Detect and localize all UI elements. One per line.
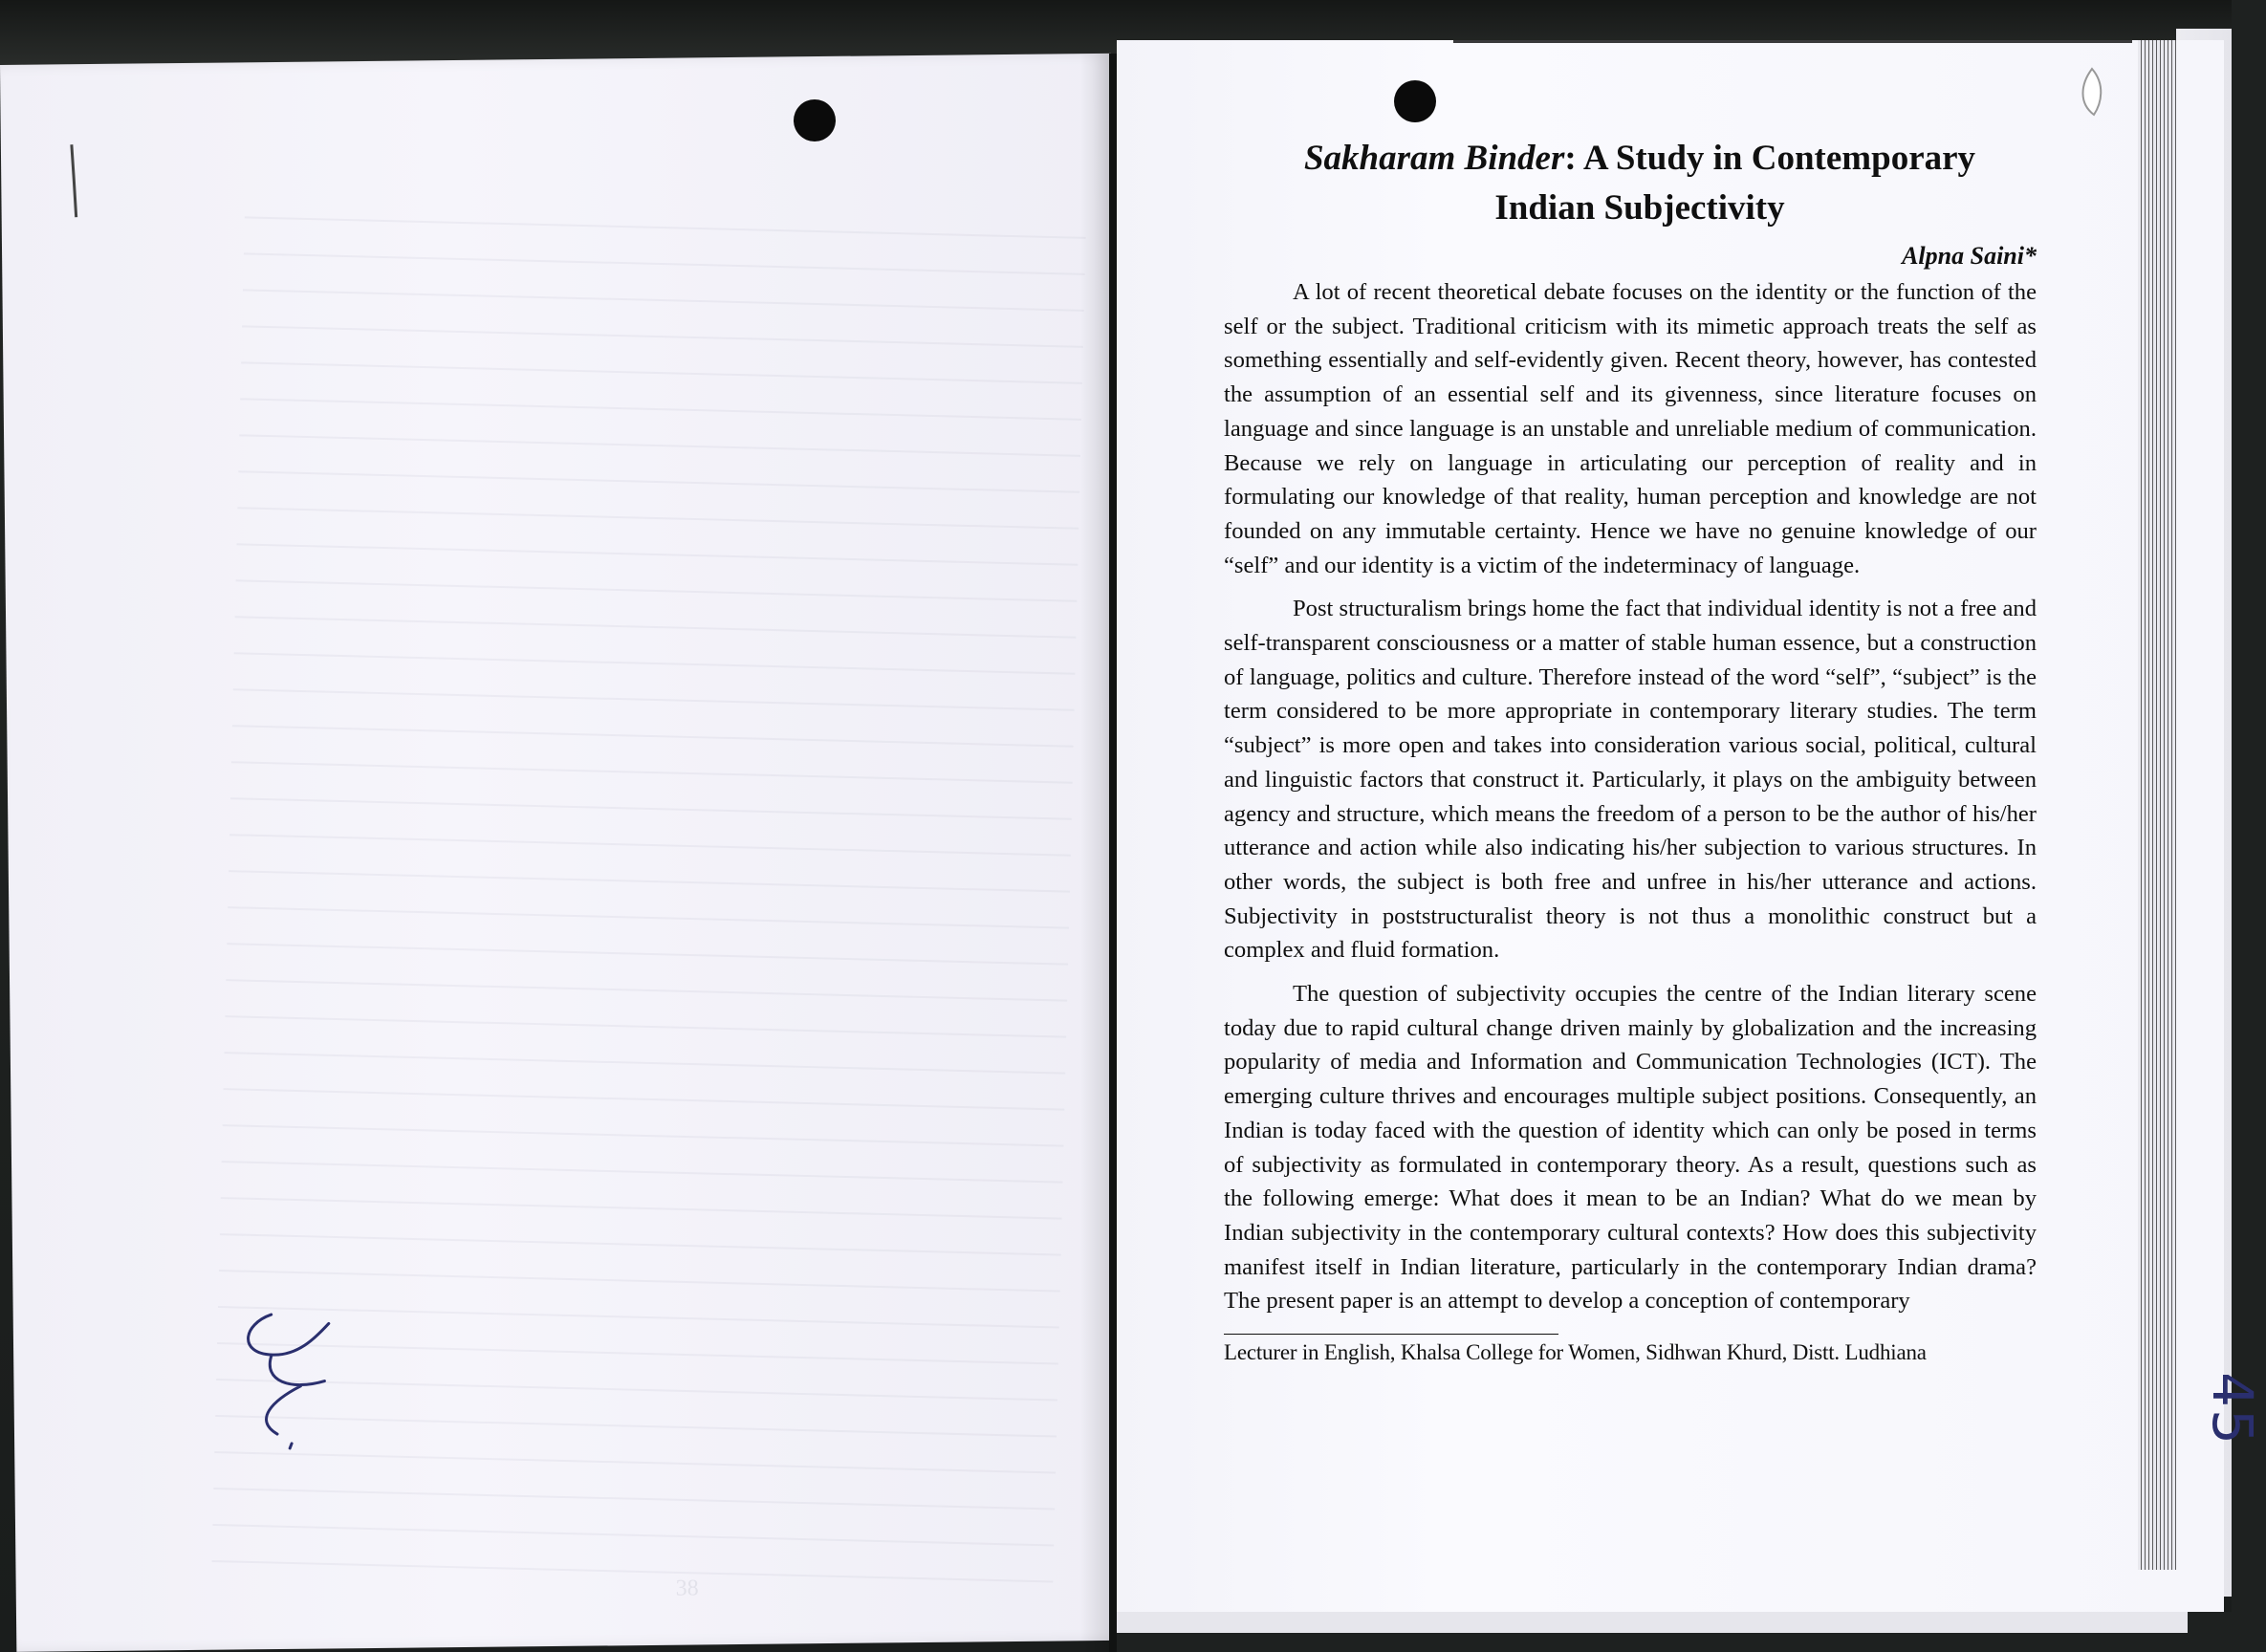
author-affiliation-footnote: Lecturer in English, Khalsa College for Women, Sidhwan Khurd, Distt. Ludhiana <box>1224 1340 1927 1365</box>
handwritten-page-number: 45 <box>2199 1372 2265 1446</box>
page-top-edge <box>1453 40 2132 43</box>
pen-mark-icon <box>58 141 88 227</box>
paragraph-1: A lot of recent theoretical debate focuses on the identity or the function of the self or the subject. Traditional criticism with its mimetic approach treats the self as something essentially and self-evidently given. Recent theory, however, has contested the assumption of an essential self and its givenness, since literature focuses on language and since language is an unstable and unreliable medium of communication. Because we rely on language in articulating our perception of reality and in formulating our knowledge of that reality, human perception and knowledge are not founded on any immutable certainty. Hence we have no genuine knowledge of our “self” and our identity is a victim of the indeterminacy of language. <box>1224 279 2037 578</box>
page-bottom-edge <box>1117 1612 2188 1633</box>
book-spine <box>1109 54 1117 1652</box>
paragraph-2: Post structuralism brings home the fact that individual identity is not a free and self-transparent consciousness or a matter of stable human essence, but a construction of language, politics and culture. Therefore instead of the word “self”, “subject” is the term considered to be more appropriate in contemporary literary studies. The term “subject” is more open and takes into consideration various social, political, cultural and linguistic factors that construct it. Particularly, it plays on the ambiguity between agency and structure, which means the freedom of a person to be the author of his/her utterance and action while also indicating his/her subjection to various structures. In other words, the subject is both free and unfree in his/her utterance and actions. Subjectivity in poststructuralist theory is not thus a monolithic construct but a complex and fluid formation. <box>1224 596 2037 964</box>
punch-hole-right <box>1394 80 1436 122</box>
punch-hole-left <box>794 99 836 141</box>
article-title <box>1224 134 2037 233</box>
paper-tear-icon <box>2073 65 2111 122</box>
paragraph-3: The question of subjectivity occupies the centre of the Indian literary scene today due to rapid cultural change driven mainly by globalization and the increasing popularity of media and Information and Communication Technologies (ICT). The emerging culture thrives and encourages multiple subject positions. Consequently, an Indian is today faced with the question of identity which can only be posed in terms of subjectivity as formulated in contemporary theory. As a result, questions such as the following emerge: What does it mean to be an Indian? What do we mean by Indian subjectivity in the contemporary cultural contexts? How does this subjectivity manifest itself in Indian literature, particularly in the contemporary Indian drama? The present paper is an attempt to develop a conception of contemporary <box>1224 981 2037 1315</box>
article <box>1224 134 2037 1367</box>
handwritten-scribble-icon <box>232 1294 359 1458</box>
show-through-page-number: 38 <box>675 1576 699 1601</box>
left-page <box>0 54 1127 1652</box>
spine-shadow <box>1080 54 1111 1652</box>
title-line-2: Indian Subjectivity <box>1494 188 1785 228</box>
page-stack-edge <box>2138 40 2176 1570</box>
title-play-name: Sakharam Binder <box>1303 139 1565 178</box>
article-author: Alpna Saini* <box>1902 242 2037 270</box>
title-line-1-rest: : A Study in Contemporary <box>1564 139 1976 178</box>
footnote-rule <box>1224 1334 1558 1335</box>
